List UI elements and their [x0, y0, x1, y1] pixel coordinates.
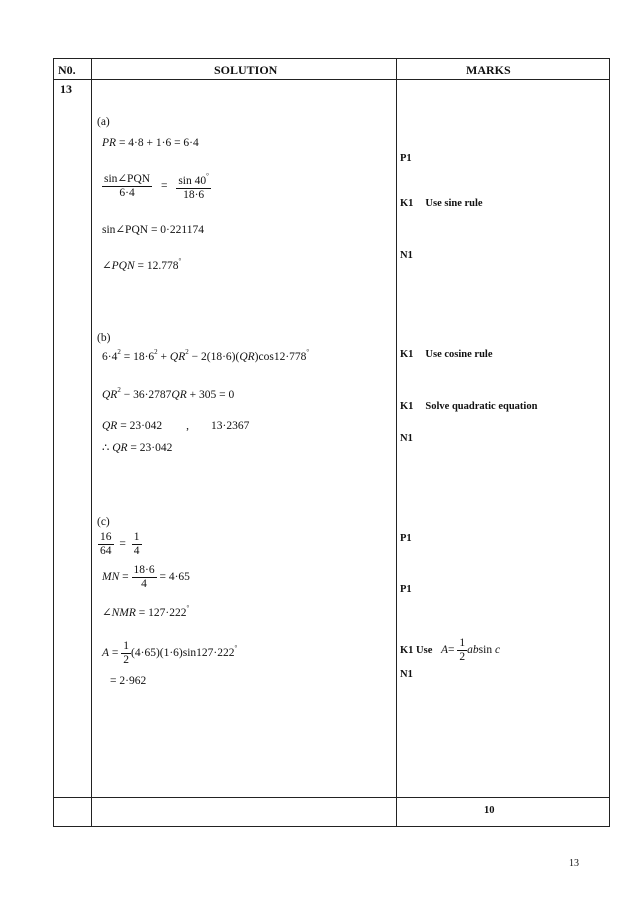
table-top-border [53, 58, 609, 59]
part-b-line-1: $6\cdot 4^2 = 18\cdot 6^2 + QR^2 - 2(18\cdot 6)(QR)\cos 12\cdot 778^\circ$ [102, 348, 310, 363]
part-c-line-3: ∠NMR = 127·222° [102, 604, 190, 619]
table-left-border [53, 58, 54, 827]
mark-n1-b: N1 [400, 433, 413, 444]
col-divider-2 [396, 58, 397, 827]
part-c-line-5: = 2·962 [110, 675, 147, 687]
table-right-border [609, 58, 610, 827]
mark-p1-c2: P1 [400, 584, 412, 595]
page-number: 13 [569, 858, 579, 869]
header-marks: MARKS [466, 63, 511, 77]
part-b-line-4: ∴ QR = 23·042 [102, 442, 173, 454]
part-c-line-2: MN = $\frac{18\cdot 6}{4}$ = 4·65 [102, 564, 190, 590]
mark-k1-c: K1 Use A= $\frac{1}{2}$ absin c [400, 637, 501, 663]
header-solution: SOLUTION [214, 63, 278, 77]
question-number: 13 [60, 82, 72, 96]
mark-p1-a: P1 [400, 153, 412, 164]
header-no: N0. [58, 63, 76, 77]
part-c-line-4: A = $\frac{1}{2}$ (4·65)(1·6)sin127·222° [102, 640, 238, 666]
part-a-line-1: PR = 4·8 + 1·6 = 6·4 [102, 137, 199, 149]
part-b-label: (b) [97, 332, 111, 344]
mark-k1-a: K1 Use sine rule [400, 198, 483, 209]
part-b-line-3: QR = 23·042 , 13·2367 [102, 420, 250, 432]
mark-p1-c1: P1 [400, 533, 412, 544]
header-bottom-border [53, 79, 609, 80]
part-a-label: (a) [97, 116, 110, 128]
part-c-line-1: $\frac{16}{64}$ = $\frac{1}{4}$ [100, 531, 140, 557]
table-bottom-border [53, 826, 609, 827]
mark-k1-b1: K1 Use cosine rule [400, 349, 493, 360]
part-a-line-3: sin∠PQN = 0·221174 [102, 224, 204, 236]
mark-n1-c: N1 [400, 669, 413, 680]
col-divider-1 [91, 58, 92, 827]
mark-n1-a: N1 [400, 250, 413, 261]
part-c-label: (c) [97, 516, 110, 528]
part-b-line-2: $QR^2 - 36\cdot 2787QR + 305 = 0$ [102, 386, 235, 401]
mark-k1-b2: K1 Solve quadratic equation [400, 401, 538, 412]
part-a-line-4: ∠PQN = 12.778° [102, 257, 182, 272]
total-marks: 10 [484, 805, 495, 816]
part-a-line-2: $\frac{\text{sin∠PQN}}{6\cdot 4}$ = $\frac{\sin 40^\circ}{18\cdot 6}$ [104, 172, 209, 201]
body-bottom-border [53, 797, 609, 798]
